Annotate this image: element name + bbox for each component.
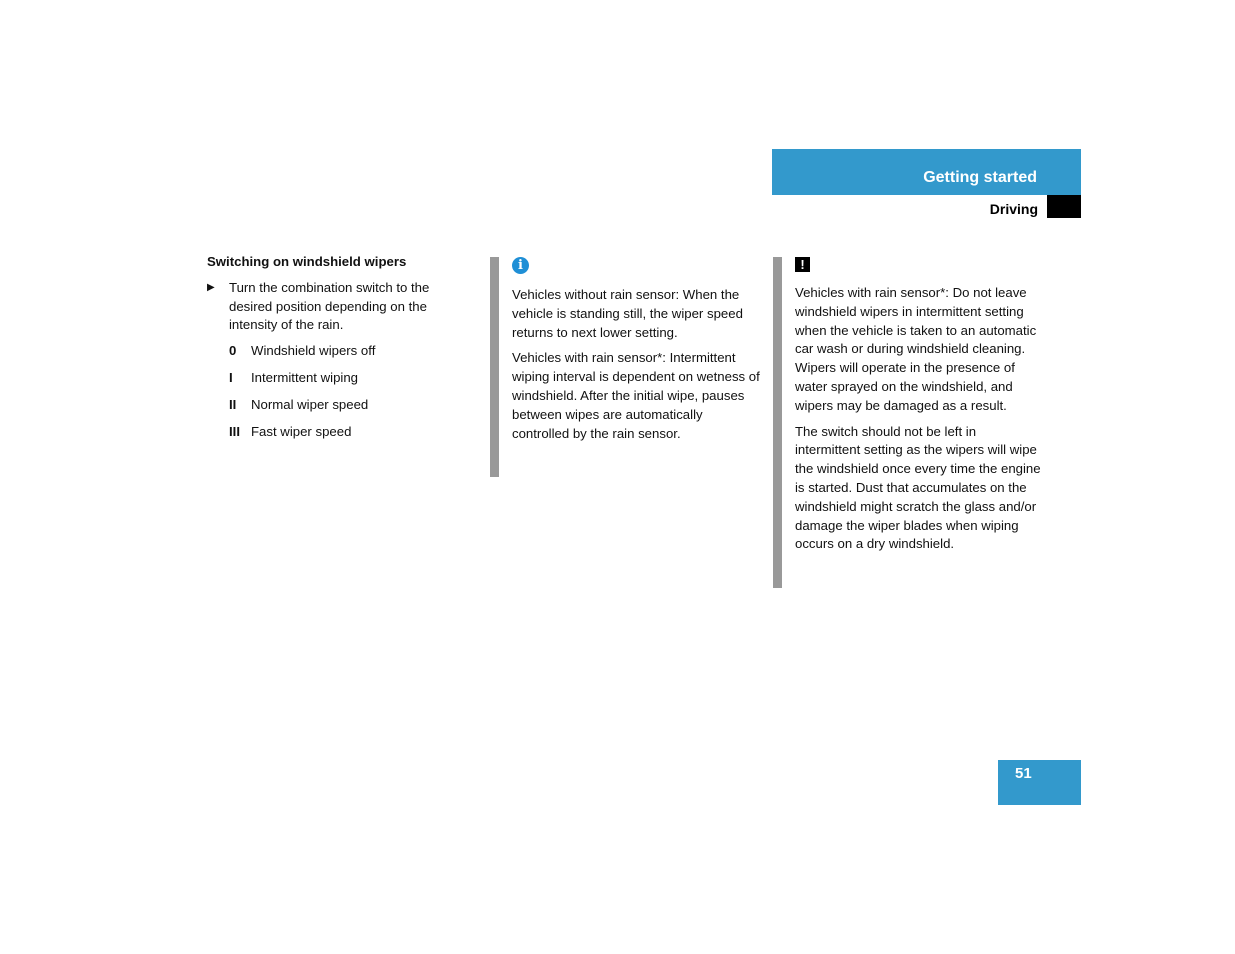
position-code: III — [229, 423, 240, 439]
position-code: I — [229, 369, 233, 385]
info-note — [490, 257, 760, 477]
list-item — [229, 396, 462, 415]
list-item — [229, 369, 462, 388]
note-bar — [773, 257, 782, 588]
info-paragraph: Vehicles without rain sensor: When the vehicle is standing still, the wiper speed returns to next lower setting. — [512, 287, 743, 340]
info-paragraph: Vehicles with rain sensor*: Intermittent wiping interval is dependent on wetness of windshield. After the initial wipe, pauses between wipes are automatically controlled by the rain sensor. — [512, 350, 760, 441]
section-heading: Switching on windshield wipers — [207, 254, 407, 269]
position-label: Windshield wipers off — [251, 343, 376, 359]
instruction-text: Turn the combination switch to the desired position depending on the intensity of the rain. — [229, 279, 430, 333]
note-bar — [490, 257, 499, 477]
subsection-title: Driving — [989, 201, 1038, 217]
section-title: Getting started — [923, 169, 1037, 186]
switch-position-list — [229, 342, 462, 441]
main-column — [207, 253, 462, 449]
list-item — [229, 423, 462, 442]
section-tab — [772, 149, 1081, 195]
position-code: 0 — [229, 343, 237, 359]
info-note-content — [512, 257, 760, 450]
position-code: II — [229, 396, 237, 412]
position-label: Fast wiper speed — [251, 423, 352, 439]
warning-icon: ! — [795, 257, 810, 272]
arrow-bullet-icon: ▶ — [207, 281, 215, 293]
info-icon: i — [512, 257, 529, 274]
warning-paragraph: The switch should not be left in intermittent setting as the wipers will wipe the windshield once every time the engine is started. Dust that accumulates on the windshield might scratch the glass and/or damage the wiper blades when wiping occurs on a dry windshield. — [795, 423, 1041, 552]
warning-note-content — [795, 257, 1043, 561]
position-label: Normal wiper speed — [251, 396, 369, 412]
subsection-marker — [1047, 195, 1081, 218]
position-label: Intermittent wiping — [251, 369, 359, 385]
page-number-text: 51 — [1015, 765, 1032, 782]
warning-note — [773, 257, 1043, 588]
instruction-step — [207, 279, 462, 335]
list-item — [229, 342, 462, 361]
warning-paragraph: Vehicles with rain sensor*: Do not leave windshield wipers in intermittent setting when the vehicle is taken to an automatic car wash or during windshield cleaning. Wipers will operate in the presence of water sprayed on the windshield, and wipers may be damaged as a result. — [795, 285, 1037, 413]
page-number — [998, 760, 1081, 805]
